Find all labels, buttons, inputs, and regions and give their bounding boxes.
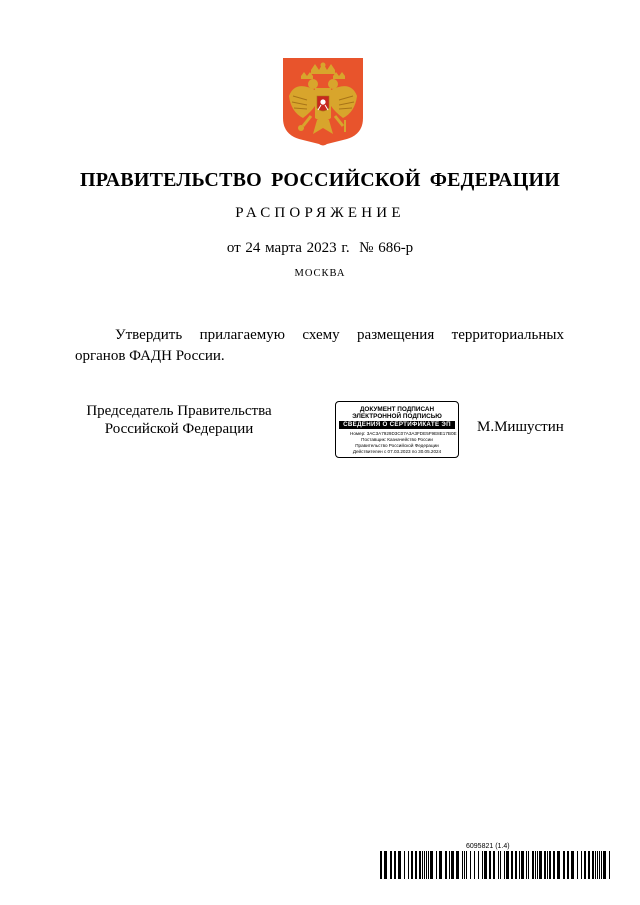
- electronic-signature-stamp: [335, 401, 459, 458]
- stamp-issuer-line-1: Поставщик: Казначейство России: [361, 437, 433, 442]
- document-id: 6095821 (1.4): [466, 843, 510, 850]
- signer-position-line-1: Председатель Правительства: [86, 403, 272, 419]
- stamp-title: [336, 406, 458, 420]
- stamp-title-line-2: ЭЛЕКТРОННОЙ ПОДПИСЬЮ: [352, 413, 442, 421]
- coat-of-arms-emblem: [281, 56, 365, 148]
- stamp-certificate-number: Номер: 3AC3A7929D3C07A3A3FDE5F9E8E17B0E: [350, 431, 457, 436]
- order-text-line-2: органов ФАДН России.: [75, 348, 225, 364]
- stamp-title-line-1: ДОКУМЕНТ ПОДПИСАН: [359, 406, 435, 413]
- document-date-number: от 24 марта 2023 г. № 686-р: [226, 240, 414, 256]
- order-text-line-1: Утвердить прилагаемую схему размещения территориальных: [115, 327, 564, 343]
- signer-position: [70, 402, 288, 438]
- order-text: [75, 325, 564, 367]
- signer-name: М.Мишустин: [477, 419, 564, 435]
- document-type: РАСПОРЯЖЕНИЕ: [235, 205, 405, 221]
- stamp-validity: Действителен с 07.03.2023 по 30.05.2024: [352, 449, 442, 454]
- barcode: [380, 851, 614, 879]
- document-city: МОСКВА: [294, 268, 346, 279]
- government-title: ПРАВИТЕЛЬСТВО РОССИЙСКОЙ ФЕДЕРАЦИИ: [80, 169, 560, 191]
- stamp-issuer-line-2: Правительство Российской Федерации: [355, 443, 439, 448]
- signer-position-line-2: Российской Федерации: [104, 421, 254, 437]
- stamp-certificate-bar: СВЕДЕНИЯ О СЕРТИФИКАТЕ ЭП: [339, 421, 455, 429]
